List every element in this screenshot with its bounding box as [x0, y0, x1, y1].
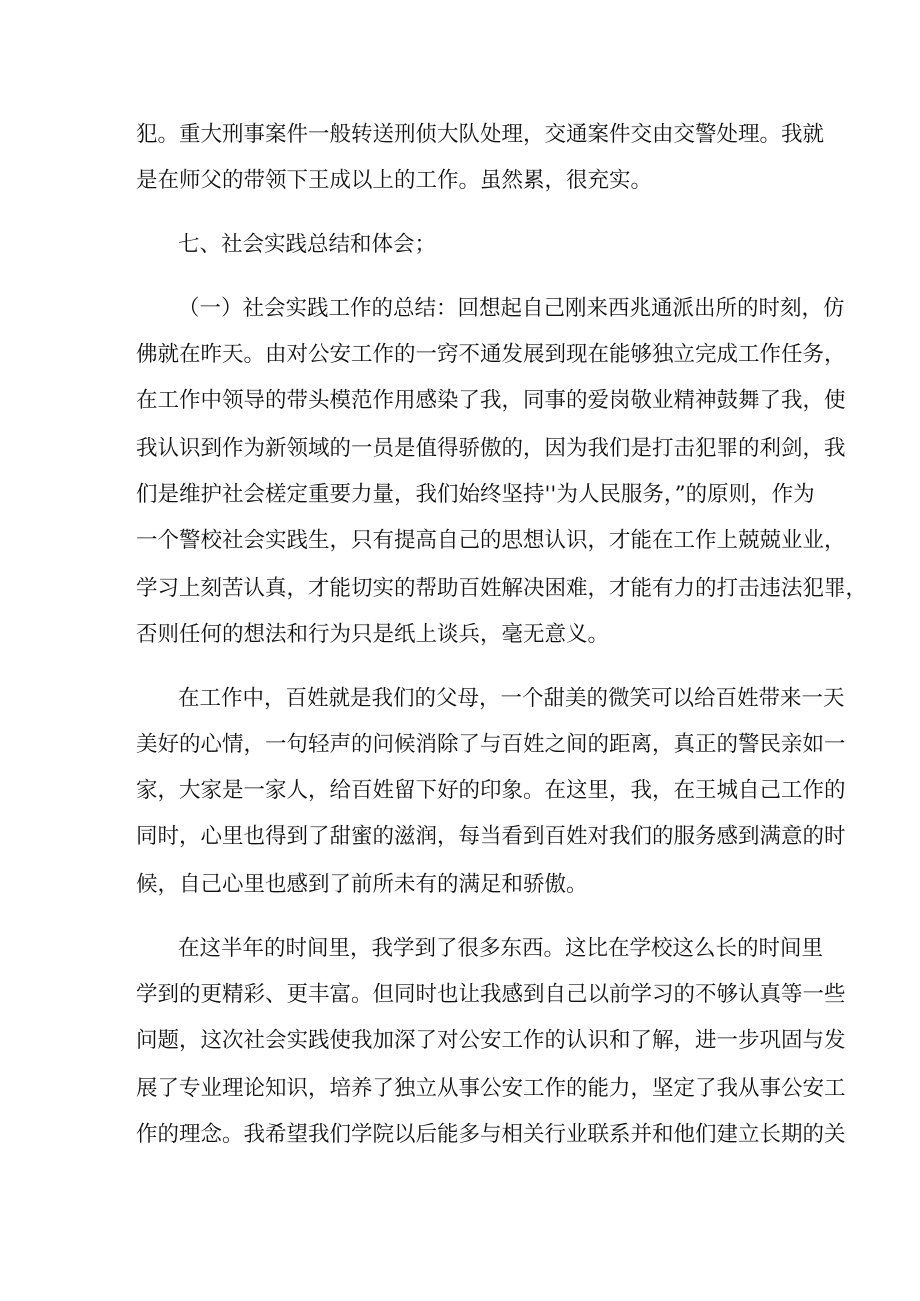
- text-line: 犯。重大刑事案件一般转送刑侦大队处理，交通案件交由交警处理。我就: [136, 122, 825, 147]
- text-line: 展了专业理论知识，培养了独立从事公安工作的能力，坚定了我从事公安工: [136, 1076, 846, 1101]
- text-line: 我认识到作为新领域的一员是值得骄傲的，因为我们是打击犯罪的利剑，我: [136, 436, 846, 461]
- text-line: 学到的更精彩、更丰富。但同时也让我感到自己以前学习的不够认真等一些: [136, 982, 846, 1007]
- text-line: （一）社会实践工作的总结：回想起自己刚来西兆通派出所的时刻，仿: [178, 296, 845, 321]
- text-line: 同时，心里也得到了甜蜜的滋润，每当看到百姓对我们的服务感到满意的时: [136, 824, 846, 849]
- text-line: 问题，这次社会实践使我加深了对公安工作的认识和了解，进一步巩固与发: [136, 1028, 846, 1053]
- text-line: 在工作中，百姓就是我们的父母，一个甜美的微笑可以给百姓带来一天: [178, 686, 845, 711]
- text-line: 家，大家是一家人，给百姓留下好的印象。在这里，我，在王城自己工作的: [136, 778, 846, 803]
- text-line: 佛就在昨天。由对公安工作的一窍不通发展到现在能够独立完成工作任务，: [136, 342, 846, 367]
- section-heading: 七、社会实践总结和体会；: [178, 232, 437, 257]
- text-line: 在工作中领导的带头模范作用感染了我，同事的爱岗敬业精神鼓舞了我，使: [136, 388, 846, 413]
- text-line: 在这半年的时间里，我学到了很多东西。这比在学校这么长的时间里: [178, 936, 824, 961]
- text-line: 否则任何的想法和行为只是纸上谈兵，毫无意义。: [136, 622, 610, 647]
- text-line: 一个警校社会实践生，只有提高自己的思想认识，才能在工作上兢兢业业，: [136, 528, 846, 553]
- text-line: 们是维护社会槎定重要力量，我们始终坚持''为人民服务，”的原则，作为: [136, 482, 815, 507]
- text-line: 候，自己心里也感到了前所未有的满足和骄傲。: [136, 872, 588, 897]
- text-line: 是在师父的带领下王成以上的工作。虽然累，很充实。: [136, 168, 653, 193]
- text-line: 学习上刻苦认真，才能切实的帮助百姓解决困难，才能有力的打击违法犯罪，: [136, 576, 868, 601]
- text-line: 作的理念。我希望我们学院以后能多与相关行业联系并和他们建立长期的关: [136, 1122, 846, 1147]
- text-line: 美好的心情，一句轻声的问候消除了与百姓之间的距离，真正的警民亲如一: [136, 732, 846, 757]
